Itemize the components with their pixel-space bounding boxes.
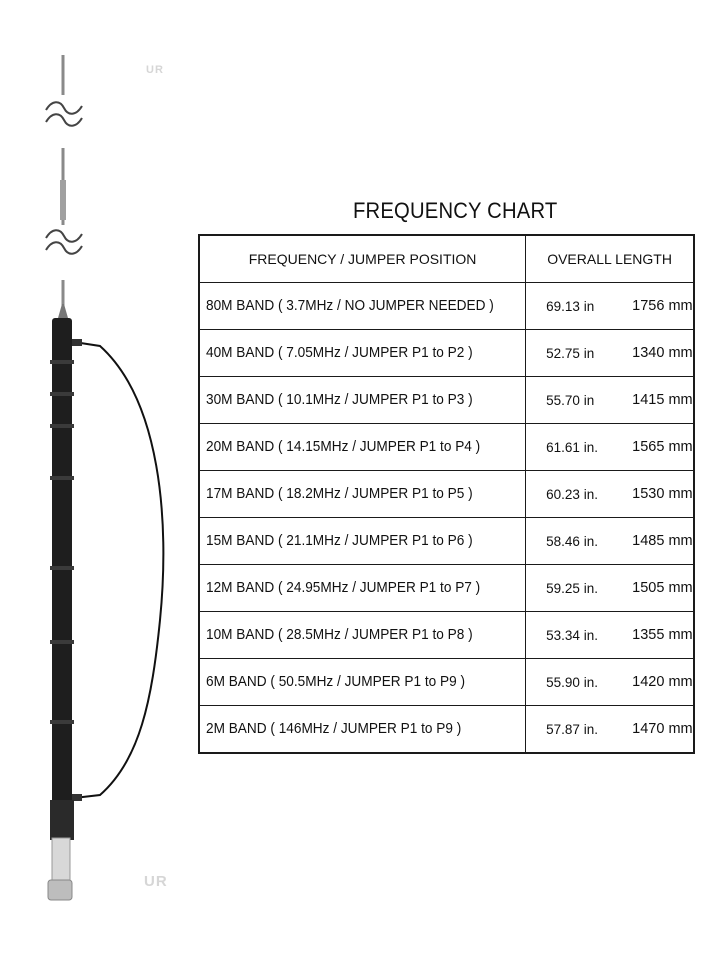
watermark: UR xyxy=(144,873,168,890)
band-label: 15M BAND ( 21.1MHz / JUMPER P1 to P6 ) xyxy=(206,533,473,549)
band-label: 10M BAND ( 28.5MHz / JUMPER P1 to P8 ) xyxy=(206,627,473,643)
table-row xyxy=(199,612,694,659)
length-inches: 59.25 in. xyxy=(546,580,598,596)
length-mm: 1565 mm xyxy=(632,439,693,455)
table-row xyxy=(199,330,694,377)
chart-title: FREQUENCY CHART xyxy=(353,198,558,223)
jumper-cable xyxy=(74,342,163,798)
length-inches: 58.46 in. xyxy=(546,533,598,549)
table-row xyxy=(199,283,694,330)
table-row xyxy=(199,565,694,612)
band-label: 40M BAND ( 7.05MHz / JUMPER P1 to P2 ) xyxy=(206,345,473,361)
band-label: 30M BAND ( 10.1MHz / JUMPER P1 to P3 ) xyxy=(206,392,473,408)
header-frequency: FREQUENCY / JUMPER POSITION xyxy=(199,235,526,283)
table-row xyxy=(199,706,694,754)
band-label: 17M BAND ( 18.2MHz / JUMPER P1 to P5 ) xyxy=(206,486,473,502)
length-mm: 1415 mm xyxy=(632,392,693,408)
length-inches: 53.34 in. xyxy=(546,627,598,643)
watermark: UR xyxy=(146,64,164,76)
antenna-illustration xyxy=(0,0,200,960)
table-row xyxy=(199,424,694,471)
length-mm: 1355 mm xyxy=(632,627,693,643)
frequency-table xyxy=(198,234,695,754)
length-mm: 1530 mm xyxy=(632,486,693,502)
table-header-row xyxy=(199,235,694,283)
length-mm: 1756 mm xyxy=(632,298,693,314)
antenna-base xyxy=(52,838,70,882)
length-inches: 52.75 in xyxy=(546,345,595,361)
length-inches: 69.13 in xyxy=(546,298,595,314)
table-row xyxy=(199,471,694,518)
length-inches: 60.23 in. xyxy=(546,486,598,502)
length-mm: 1485 mm xyxy=(632,533,693,549)
break-symbol xyxy=(46,230,82,254)
band-label: 2M BAND ( 146MHz / JUMPER P1 to P9 ) xyxy=(206,721,462,737)
length-mm: 1420 mm xyxy=(632,674,693,690)
length-inches: 55.70 in xyxy=(546,392,595,408)
table-row xyxy=(199,659,694,706)
length-mm: 1470 mm xyxy=(632,721,693,737)
band-label: 80M BAND ( 3.7MHz / NO JUMPER NEEDED ) xyxy=(206,298,494,314)
band-label: 20M BAND ( 14.15MHz / JUMPER P1 to P4 ) xyxy=(206,439,481,455)
table-row xyxy=(199,377,694,424)
band-label: 6M BAND ( 50.5MHz / JUMPER P1 to P9 ) xyxy=(206,674,466,690)
table-row xyxy=(199,518,694,565)
band-label: 12M BAND ( 24.95MHz / JUMPER P1 to P7 ) xyxy=(206,580,481,596)
length-mm: 1340 mm xyxy=(632,345,693,361)
length-inches: 61.61 in. xyxy=(546,439,598,455)
header-length: OVERALL LENGTH xyxy=(526,235,694,283)
length-inches: 57.87 in. xyxy=(546,721,598,737)
length-mm: 1505 mm xyxy=(632,580,693,596)
length-inches: 55.90 in. xyxy=(546,674,598,690)
break-symbol xyxy=(46,102,82,126)
